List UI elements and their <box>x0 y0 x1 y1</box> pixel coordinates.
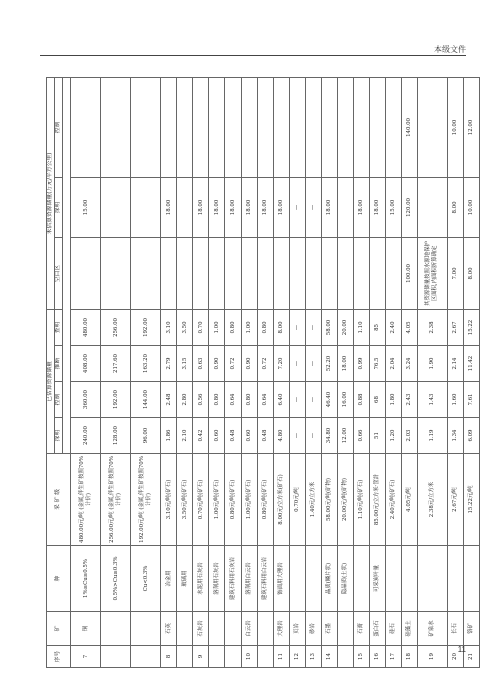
cell-seq: 8 <box>161 646 177 668</box>
cell-unestimated <box>101 77 131 177</box>
table-row <box>225 77 241 667</box>
cell-value: 0.80 <box>241 382 257 418</box>
col-mineral-header: 矿 <box>47 612 71 646</box>
cell-value: 34.80 <box>321 418 337 454</box>
table-row <box>177 77 193 667</box>
table-row <box>241 77 257 667</box>
cell-value: 52.20 <box>321 346 337 382</box>
cell-grade: 0.70元/吨 <box>289 454 305 546</box>
cell-value: 1.00 <box>241 309 257 345</box>
cell-value: 3.24 <box>401 346 417 382</box>
cell-value: 15.22 <box>463 309 479 345</box>
cell-unestimated <box>385 237 401 309</box>
cell-grade: 1.00元/吨(矿石) <box>209 454 225 546</box>
cell-mineral: 石英 <box>161 612 177 646</box>
cell-type <box>417 546 447 612</box>
table-body <box>71 77 480 667</box>
cell-value: 0.72 <box>225 346 241 382</box>
cell-value: 2.14 <box>447 346 463 382</box>
cell-unestimated: 其资源储量按照水源地保护区面积,内面积折算确定 <box>417 237 447 309</box>
cell-value: 4.05 <box>401 309 417 345</box>
cell-grade: 2.67元/吨 <box>447 454 463 546</box>
cell-value: 8.00 <box>273 309 289 345</box>
header-rule <box>40 55 466 56</box>
cell-seq: 11 <box>273 646 289 668</box>
cell-unestimated: 10.00 <box>447 77 463 177</box>
cell-unestimated <box>161 237 177 309</box>
cell-unestimated: 12.00 <box>463 77 479 177</box>
cell-value: 0.60 <box>209 418 225 454</box>
cell-unestimated <box>321 237 337 309</box>
cell-value: 2.48 <box>161 382 177 418</box>
cell-value: 0.88 <box>353 382 369 418</box>
table-row <box>101 77 131 667</box>
cell-mineral: 大理岩 <box>273 612 289 646</box>
rotated-table-wrapper <box>46 78 480 668</box>
cell-value: 2.04 <box>385 346 401 382</box>
cell-unestimated <box>273 237 289 309</box>
cell-unestimated: 8.00 <box>447 177 463 237</box>
cell-mineral: 硅石 <box>385 612 401 646</box>
cell-value: 68 <box>369 382 385 418</box>
cell-unestimated <box>177 237 193 309</box>
cell-seq: 14 <box>321 646 337 668</box>
cell-unestimated: 18.00 <box>369 177 385 237</box>
cell-unestimated <box>131 177 161 237</box>
resource-price-table <box>46 77 480 668</box>
cell-grade: 8.00元/立方米(矿石) <box>273 454 289 546</box>
cell-mineral: 页岩 <box>289 612 305 646</box>
cell-value: 18.00 <box>337 346 353 382</box>
cell-unestimated: 120.00 <box>401 177 417 237</box>
cell-grade: 2.40元/吨(矿石) <box>385 454 401 546</box>
cell-value: 0.90 <box>241 346 257 382</box>
cell-mineral: 白云岩 <box>241 612 257 646</box>
table-row <box>337 77 353 667</box>
cell-unestimated <box>417 77 447 177</box>
cell-value: 20.00 <box>337 309 353 345</box>
cell-unestimated <box>209 237 225 309</box>
cell-value: 0.72 <box>257 346 273 382</box>
cell-value: 7.61 <box>463 382 479 418</box>
cell-value: 192.00 <box>131 309 161 345</box>
subheader-verified: 查明 <box>55 309 63 345</box>
cell-value: 240.00 <box>71 418 101 454</box>
table-row <box>321 77 337 667</box>
cell-value: 0.42 <box>193 418 209 454</box>
cell-unestimated <box>257 77 273 177</box>
cell-mineral: 石墨 <box>321 612 337 646</box>
cell-value: — <box>305 382 321 418</box>
cell-value: 2.38 <box>417 309 447 345</box>
subheader-proven: 探明 <box>55 418 63 454</box>
cell-value: 1.34 <box>447 418 463 454</box>
cell-value: 192.00 <box>101 382 131 418</box>
subheader-indicated: 控制 <box>55 382 63 418</box>
cell-unestimated: 18.00 <box>321 177 337 237</box>
cell-type: 1%≥Cu≥0.5% <box>71 546 101 612</box>
cell-value: 408.00 <box>71 346 101 382</box>
cell-mineral: 长石 <box>447 612 463 646</box>
cell-value: 0.80 <box>225 309 241 345</box>
cell-mineral: 铜 <box>71 612 101 646</box>
cell-value: 2.67 <box>447 309 463 345</box>
cell-mineral: 石灰岩 <box>193 612 209 646</box>
cell-seq: 17 <box>385 646 401 668</box>
cell-value: — <box>289 382 305 418</box>
table-row <box>193 77 209 667</box>
cell-unestimated: 15.00 <box>71 177 101 237</box>
cell-unestimated <box>337 237 353 309</box>
cell-value: 51 <box>369 418 385 454</box>
cell-type: 0.5%>Cu≥0.3% <box>101 546 131 612</box>
cell-unestimated: 18.00 <box>209 177 225 237</box>
cell-type <box>305 546 321 612</box>
cell-unestimated <box>177 77 193 177</box>
subheader-proven-2: 探明 <box>55 177 63 237</box>
cell-type: 水泥用石灰岩 <box>193 546 209 612</box>
cell-value: 2.40 <box>385 309 401 345</box>
cell-mineral <box>257 612 273 646</box>
cell-grade: 1.10元/吨(矿石) <box>353 454 369 546</box>
table-row <box>131 77 161 667</box>
cell-unestimated <box>369 77 385 177</box>
cell-value: 7.20 <box>273 346 289 382</box>
cell-unestimated <box>101 237 131 309</box>
cell-value: 256.00 <box>101 309 131 345</box>
cell-value: 3.15 <box>177 346 193 382</box>
cell-value: 1.00 <box>209 309 225 345</box>
cell-unestimated <box>241 77 257 177</box>
cell-value: 1.20 <box>385 418 401 454</box>
table-row <box>289 77 305 667</box>
cell-value: 85 <box>369 309 385 345</box>
cell-value: 2.79 <box>161 346 177 382</box>
cell-type: 可采炭叶量 <box>369 546 385 612</box>
cell-seq: 16 <box>369 646 385 668</box>
cell-value: — <box>305 418 321 454</box>
cell-mineral <box>337 612 353 646</box>
cell-mineral: 砂岩 <box>305 612 321 646</box>
cell-value: — <box>289 346 305 382</box>
cell-value: 16.00 <box>337 382 353 418</box>
subheader-indicated-2: 控制 <box>55 77 63 177</box>
cell-value: — <box>289 309 305 345</box>
document-header-title: 本级文件 <box>434 45 466 54</box>
cell-seq: 18 <box>401 646 417 668</box>
cell-unestimated: 18.00 <box>257 177 273 237</box>
cell-seq: 21 <box>463 646 479 668</box>
cell-value: 217.60 <box>101 346 131 382</box>
cell-value: 0.80 <box>257 309 273 345</box>
cell-grade: 85.00元/立方米·筐計 <box>369 454 385 546</box>
subheader-empty-area: 空白区 <box>55 237 63 309</box>
cell-value: 2.10 <box>177 418 193 454</box>
cell-value: 0.48 <box>225 418 241 454</box>
header-spacer <box>63 77 71 453</box>
cell-unestimated <box>241 237 257 309</box>
cell-mineral: 石膏 <box>353 612 369 646</box>
cell-value: — <box>305 346 321 382</box>
cell-unestimated <box>321 77 337 177</box>
table-row <box>305 77 321 667</box>
cell-unestimated <box>193 237 209 309</box>
cell-value: 1.90 <box>417 346 447 382</box>
cell-value: 96.00 <box>131 418 161 454</box>
cell-type <box>353 546 369 612</box>
cell-seq: 20 <box>447 646 463 668</box>
cell-unestimated <box>273 77 289 177</box>
col-grade-header: 采 矿 级 <box>47 454 71 546</box>
cell-value: 360.00 <box>71 382 101 418</box>
cell-type: 溶剂用石灰岩 <box>209 546 225 612</box>
cell-unestimated <box>337 177 353 237</box>
cell-value: 163.20 <box>131 346 161 382</box>
cell-value: 6.40 <box>273 382 289 418</box>
table-row <box>273 77 289 667</box>
table-row <box>209 77 225 667</box>
cell-unestimated <box>257 237 273 309</box>
cell-value: 1.80 <box>385 382 401 418</box>
col-estimated-group-header: 已估算资源储量 <box>47 309 55 453</box>
cell-unestimated <box>193 77 209 177</box>
cell-value: 0.80 <box>209 382 225 418</box>
cell-grade: 0.80元/吨(矿石) <box>225 454 241 546</box>
cell-value: — <box>305 309 321 345</box>
cell-mineral: 矿泉水 <box>417 612 447 646</box>
cell-grade: 3.50元/吨(矿石) <box>177 454 193 546</box>
cell-unestimated <box>101 177 131 237</box>
cell-unestimated <box>417 177 447 237</box>
cell-unestimated <box>177 177 193 237</box>
cell-value: 0.48 <box>257 418 273 454</box>
cell-value: 12.00 <box>337 418 353 454</box>
cell-type: 溶剂用白云岩 <box>241 546 257 612</box>
table-row <box>353 77 369 667</box>
cell-type <box>401 546 417 612</box>
cell-seq <box>177 646 193 668</box>
cell-value: 128.00 <box>101 418 131 454</box>
cell-seq <box>131 646 161 668</box>
cell-grade: 58.00元/吨(矿物) <box>321 454 337 546</box>
table-row <box>71 77 101 667</box>
cell-value: 0.99 <box>353 346 369 382</box>
cell-value: 0.90 <box>209 346 225 382</box>
cell-value: — <box>289 418 305 454</box>
cell-mineral: 硅藻土 <box>401 612 417 646</box>
page-number: 11 <box>457 645 466 654</box>
cell-unestimated <box>161 77 177 177</box>
cell-unestimated <box>337 77 353 177</box>
cell-value: 1.19 <box>417 418 447 454</box>
table-row <box>417 77 447 667</box>
cell-unestimated: — <box>289 177 305 237</box>
cell-value: 76.5 <box>369 346 385 382</box>
cell-grade: 256.00元/吨 (金属,伴生矿按照70%计价) <box>101 454 131 546</box>
cell-value: 0.66 <box>353 418 369 454</box>
cell-type: 建筑石料用石灰岩 <box>225 546 241 612</box>
cell-unestimated <box>289 77 305 177</box>
cell-unestimated: 18.00 <box>353 177 369 237</box>
cell-unestimated <box>385 77 401 177</box>
cell-value: 480.00 <box>71 309 101 345</box>
cell-unestimated <box>289 237 305 309</box>
cell-unestimated: 15.00 <box>385 177 401 237</box>
cell-type: 晶质(鳞片状) <box>321 546 337 612</box>
cell-value: 0.63 <box>193 346 209 382</box>
col-seq-header: 序号 <box>47 646 71 668</box>
cell-seq: 13 <box>305 646 321 668</box>
cell-grade: 3.10元/吨(矿石) <box>161 454 177 546</box>
cell-unestimated: 18.00 <box>241 177 257 237</box>
cell-unestimated: 8.00 <box>463 237 479 309</box>
cell-unestimated: 10.00 <box>463 177 479 237</box>
cell-type: Cu<0.3% <box>131 546 161 612</box>
cell-unestimated <box>305 237 321 309</box>
cell-value: 58.00 <box>321 309 337 345</box>
cell-seq <box>257 646 273 668</box>
cell-type: 冶金用 <box>161 546 177 612</box>
cell-value: 1.86 <box>161 418 177 454</box>
cell-value: 3.10 <box>161 309 177 345</box>
cell-unestimated: 140.00 <box>401 77 417 177</box>
cell-seq <box>209 646 225 668</box>
cell-type <box>463 546 479 612</box>
cell-seq <box>337 646 353 668</box>
cell-unestimated: 7.00 <box>447 237 463 309</box>
cell-value: 0.64 <box>225 382 241 418</box>
cell-unestimated <box>131 77 161 177</box>
cell-grade: 15.22元/吨 <box>463 454 479 546</box>
cell-seq: 7 <box>71 646 101 668</box>
cell-type <box>289 546 305 612</box>
cell-unestimated <box>353 77 369 177</box>
cell-unestimated <box>71 77 101 177</box>
cell-unestimated <box>369 237 385 309</box>
cell-grade: 1.40元/立方米 <box>305 454 321 546</box>
cell-mineral <box>177 612 193 646</box>
cell-value: 1.10 <box>353 309 369 345</box>
cell-value: 2.80 <box>177 382 193 418</box>
cell-grade: 4.05元/吨 <box>401 454 417 546</box>
cell-value: 144.00 <box>131 382 161 418</box>
cell-unestimated: 18.00 <box>193 177 209 237</box>
cell-type <box>385 546 401 612</box>
table-row <box>385 77 401 667</box>
table-row <box>401 77 417 667</box>
cell-seq <box>225 646 241 668</box>
cell-value: 3.50 <box>177 309 193 345</box>
cell-grade: 480.00元/吨 (金属,伴生矿按照70%计价) <box>71 454 101 546</box>
cell-value: 1.43 <box>417 382 447 418</box>
cell-type: 饰面用大理岩 <box>273 546 289 612</box>
cell-value: 11.42 <box>463 346 479 382</box>
cell-seq: 9 <box>193 646 209 668</box>
cell-unestimated: 18.00 <box>273 177 289 237</box>
cell-value: 6.09 <box>463 418 479 454</box>
cell-grade: 0.70元/吨(矿石) <box>193 454 209 546</box>
cell-value: 0.60 <box>241 418 257 454</box>
col-unestimated-group-header: 未估算资源储量(万元/平方公里) <box>47 77 55 309</box>
cell-unestimated <box>71 237 101 309</box>
col-type-header: 种 <box>47 546 71 612</box>
cell-unestimated <box>305 77 321 177</box>
table-row <box>257 77 273 667</box>
cell-value: 2.43 <box>401 382 417 418</box>
table-row <box>463 77 479 667</box>
cell-value: 46.40 <box>321 382 337 418</box>
cell-type <box>447 546 463 612</box>
cell-seq <box>101 646 131 668</box>
cell-value: 1.60 <box>447 382 463 418</box>
table-row <box>447 77 463 667</box>
cell-value: 2.03 <box>401 418 417 454</box>
cell-unestimated: — <box>305 177 321 237</box>
cell-type: 建筑石料用白云岩 <box>257 546 273 612</box>
table-row <box>161 77 177 667</box>
cell-grade: 1.00元/吨(矿石) <box>241 454 257 546</box>
cell-mineral: 蛋白石 <box>369 612 385 646</box>
cell-mineral <box>131 612 161 646</box>
cell-type: 隐晶质(土状) <box>337 546 353 612</box>
cell-unestimated: 100.00 <box>401 237 417 309</box>
cell-mineral: 铬矿 <box>463 612 479 646</box>
cell-value: 0.64 <box>257 382 273 418</box>
cell-unestimated: 18.00 <box>225 177 241 237</box>
cell-unestimated <box>225 237 241 309</box>
cell-mineral <box>101 612 131 646</box>
cell-unestimated <box>131 237 161 309</box>
cell-value: 0.56 <box>193 382 209 418</box>
subheader-inferred: 推断 <box>55 346 63 382</box>
cell-grade: 0.80元/吨(矿石) <box>257 454 273 546</box>
cell-seq: 19 <box>417 646 447 668</box>
cell-unestimated <box>225 77 241 177</box>
cell-type: 玻璃用 <box>177 546 193 612</box>
cell-seq: 15 <box>353 646 369 668</box>
cell-seq: 10 <box>241 646 257 668</box>
table-row <box>369 77 385 667</box>
cell-grade: 20.00元/吨(矿物) <box>337 454 353 546</box>
cell-unestimated <box>209 77 225 177</box>
cell-mineral <box>225 612 241 646</box>
cell-value: 0.70 <box>193 309 209 345</box>
cell-seq: 12 <box>289 646 305 668</box>
cell-grade: 192.00元/吨 (金属,伴生矿按照70%计价) <box>131 454 161 546</box>
cell-grade: 2.38元/立方米 <box>417 454 447 546</box>
cell-unestimated <box>353 237 369 309</box>
cell-mineral <box>209 612 225 646</box>
cell-value: 4.80 <box>273 418 289 454</box>
cell-unestimated: 18.00 <box>161 177 177 237</box>
